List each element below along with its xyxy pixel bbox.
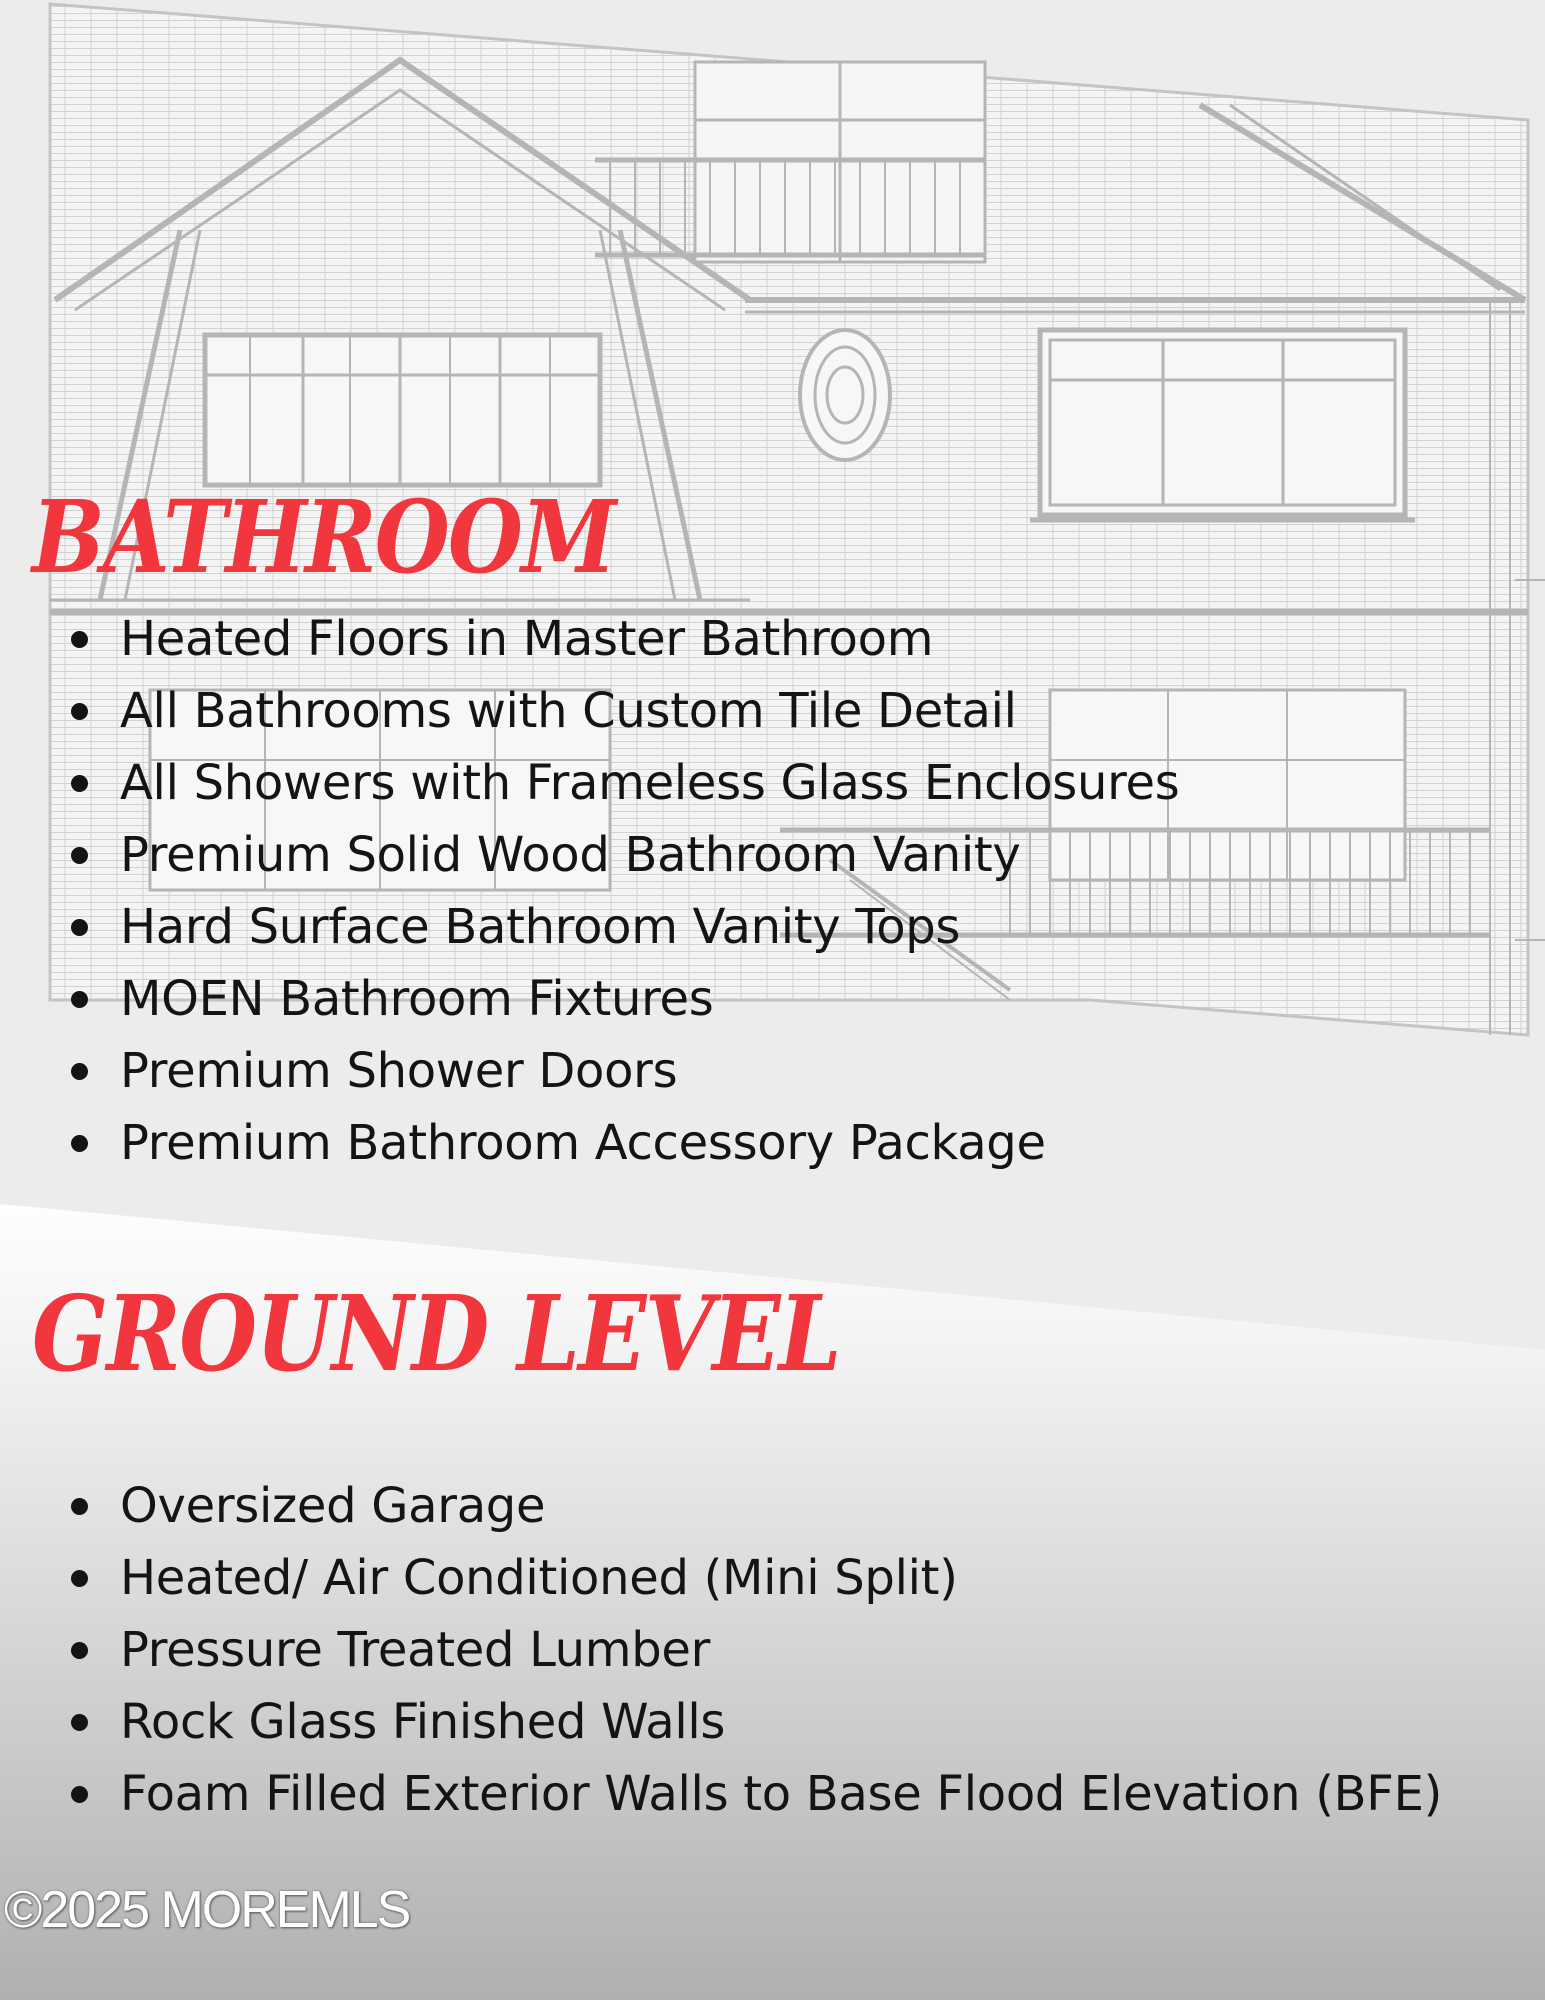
bathroom-heading: BATHROOM bbox=[32, 478, 615, 596]
list-item: Heated Floors in Master Bathroom bbox=[0, 603, 1179, 675]
copyright-watermark: ©2025 MOREMLS bbox=[4, 1881, 410, 1939]
list-item: Premium Solid Wood Bathroom Vanity bbox=[0, 819, 1179, 891]
list-item: Hard Surface Bathroom Vanity Tops bbox=[0, 891, 1179, 963]
list-item: MOEN Bathroom Fixtures bbox=[0, 963, 1179, 1035]
ground-level-heading: GROUND LEVEL bbox=[32, 1272, 840, 1395]
list-item: Premium Shower Doors bbox=[0, 1035, 1179, 1107]
ground-level-feature-list bbox=[0, 1470, 1442, 1830]
list-item: Pressure Treated Lumber bbox=[0, 1614, 1442, 1686]
list-item: Foam Filled Exterior Walls to Base Flood Elevation (BFE) bbox=[0, 1758, 1442, 1830]
list-item: Premium Bathroom Accessory Package bbox=[0, 1107, 1179, 1179]
list-item: Oversized Garage bbox=[0, 1470, 1442, 1542]
list-item: Heated/ Air Conditioned (Mini Split) bbox=[0, 1542, 1442, 1614]
list-item: Rock Glass Finished Walls bbox=[0, 1686, 1442, 1758]
bathroom-feature-list bbox=[0, 603, 1179, 1179]
list-item: All Showers with Frameless Glass Enclosures bbox=[0, 747, 1179, 819]
list-item: All Bathrooms with Custom Tile Detail bbox=[0, 675, 1179, 747]
